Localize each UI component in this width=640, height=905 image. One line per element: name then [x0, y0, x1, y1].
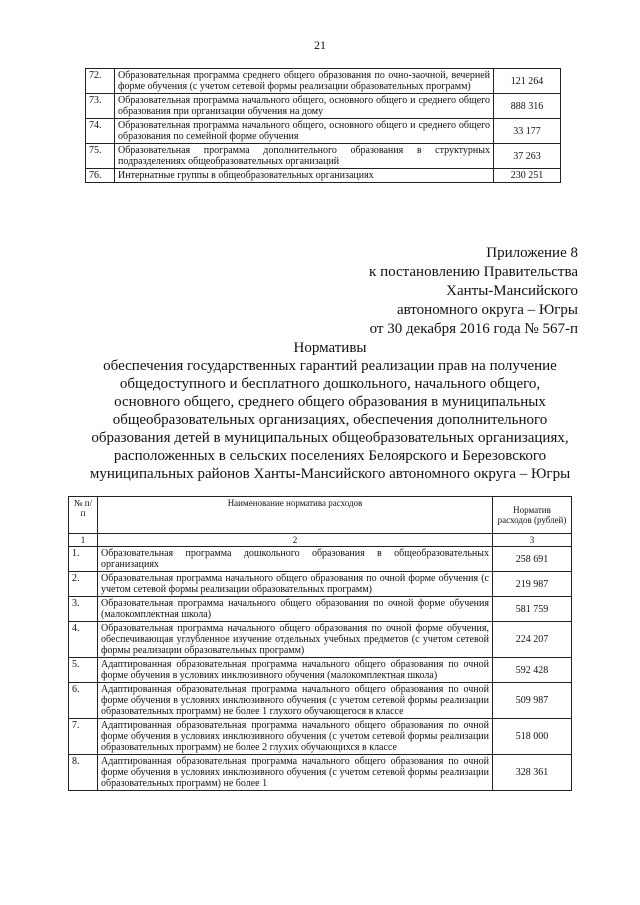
row-number: 6. [69, 683, 98, 719]
table-row [69, 719, 572, 755]
row-description: Образовательная программа начального общего, основного общего и среднего общего образования по семейной форме обучения [115, 119, 494, 144]
row-description: Интернатные группы в общеобразовательных организациях [115, 169, 494, 183]
table-row [69, 658, 572, 683]
index-col3: 3 [493, 534, 572, 547]
table-row [86, 169, 561, 183]
appendix-line: автономного округа – Югры [396, 302, 578, 318]
row-value: 581 759 [493, 597, 572, 622]
row-value: 37 263 [494, 144, 561, 169]
row-number: 4. [69, 622, 98, 658]
row-description: Образовательная программа дошкольного образования в общеобразовательных организациях [98, 547, 493, 572]
row-description: Образовательная программа начального общего образования по очной форме обучения, обеспечивающая углубленное изучение отдельных учебных предметов (с учетом сетевой формы реализации образовательных программ) [98, 622, 493, 658]
row-number: 2. [69, 572, 98, 597]
header-value: Норматив расходов (рублей) [493, 497, 572, 534]
table-row [69, 683, 572, 719]
row-value: 224 207 [493, 622, 572, 658]
title-line: основного общего, среднего общего образования в муниципальных [114, 394, 546, 410]
title-line: муниципальных районов Ханты-Мансийского автономного округа – Югры [89, 466, 571, 482]
title-line: обеспечения государственных гарантий реализации прав на получение [103, 358, 557, 374]
title-line: общеобразовательных организациях, обеспечения дополнительного [112, 412, 548, 428]
page-number: 21 [314, 38, 326, 52]
row-value: 121 264 [494, 69, 561, 94]
row-value: 509 987 [493, 683, 572, 719]
appendix-line: Ханты-Мансийского [446, 283, 578, 299]
norms-table [68, 496, 572, 791]
row-description: Образовательная программа дополнительного образования в структурных подразделениях общеобразовательных организаций [115, 144, 494, 169]
row-number: 7. [69, 719, 98, 755]
table-index-row [69, 534, 572, 547]
row-number: 72. [86, 69, 115, 94]
title-line: образования детей в муниципальных общеобразовательных организациях, [91, 430, 569, 446]
row-value: 518 000 [493, 719, 572, 755]
row-description: Образовательная программа начального общего, основного общего и среднего общего образования при организации обучения на дому [115, 94, 494, 119]
header-name: Наименование норматива расходов [98, 497, 493, 534]
table-row [86, 69, 561, 94]
row-number: 8. [69, 755, 98, 791]
row-value: 328 361 [493, 755, 572, 791]
table-row [86, 144, 561, 169]
row-description: Образовательная программа начального общего образования по очной форме обучения (малокомплектная школа) [98, 597, 493, 622]
table-row [86, 119, 561, 144]
table-row [69, 547, 572, 572]
row-number: 3. [69, 597, 98, 622]
row-value: 258 691 [493, 547, 572, 572]
appendix-title: Приложение 8 [486, 245, 578, 261]
title-line: общедоступного и бесплатного дошкольного, начального общего, [119, 376, 541, 392]
row-description: Адаптированная образовательная программа начального общего образования по очной форме обучения в условиях инклюзивного обучения (с учетом сетевой формы реализации образовательных программ) не более 2 глухих обучающихся в классе [98, 719, 493, 755]
row-description: Адаптированная образовательная программа начального общего образования по очной форме обучения в условиях инклюзивного обучения (с учетом сетевой формы реализации образовательных программ) не более 1 глухого обучающегося в классе [98, 683, 493, 719]
row-value: 592 428 [493, 658, 572, 683]
row-number: 75. [86, 144, 115, 169]
row-number: 1. [69, 547, 98, 572]
row-value: 888 316 [494, 94, 561, 119]
table-row [69, 597, 572, 622]
row-description: Адаптированная образовательная программа начального общего образования по очной форме обучения в условиях инклюзивного обучения (малокомплектная школа) [98, 658, 493, 683]
title-line: расположенных в сельских поселениях Белоярского и Березовского [113, 448, 547, 464]
row-value: 230 251 [494, 169, 561, 183]
index-col2: 2 [98, 534, 493, 547]
appendix-date: от 30 декабря 2016 года № 567-п [369, 321, 578, 337]
appendix-header [369, 244, 578, 339]
row-number: 5. [69, 658, 98, 683]
index-col1: 1 [69, 534, 98, 547]
continuation-table [85, 68, 561, 183]
table-row [86, 94, 561, 119]
row-description: Образовательная программа начального общего образования по очной форме обучения (с учетом сетевой формы реализации образовательных программ) [98, 572, 493, 597]
title-heading: Нормативы [293, 340, 367, 356]
row-number: 74. [86, 119, 115, 144]
header-num: № п/п [69, 497, 98, 534]
table-row [69, 755, 572, 791]
table-row [69, 622, 572, 658]
appendix-line: к постановлению Правительства [369, 264, 578, 280]
row-value: 219 987 [493, 572, 572, 597]
row-number: 73. [86, 94, 115, 119]
table-row [69, 572, 572, 597]
table-header-row [69, 497, 572, 534]
row-description: Адаптированная образовательная программа начального общего образования по очной форме обучения в условиях инклюзивного обучения (с учетом сетевой формы реализации образовательных программ) не более 1 [98, 755, 493, 791]
document-title [60, 339, 600, 483]
row-value: 33 177 [494, 119, 561, 144]
row-number: 76. [86, 169, 115, 183]
row-description: Образовательная программа среднего общего образования по очно-заочной, вечерней форме обучения (с учетом сетевой формы реализации образовательных программ) [115, 69, 494, 94]
